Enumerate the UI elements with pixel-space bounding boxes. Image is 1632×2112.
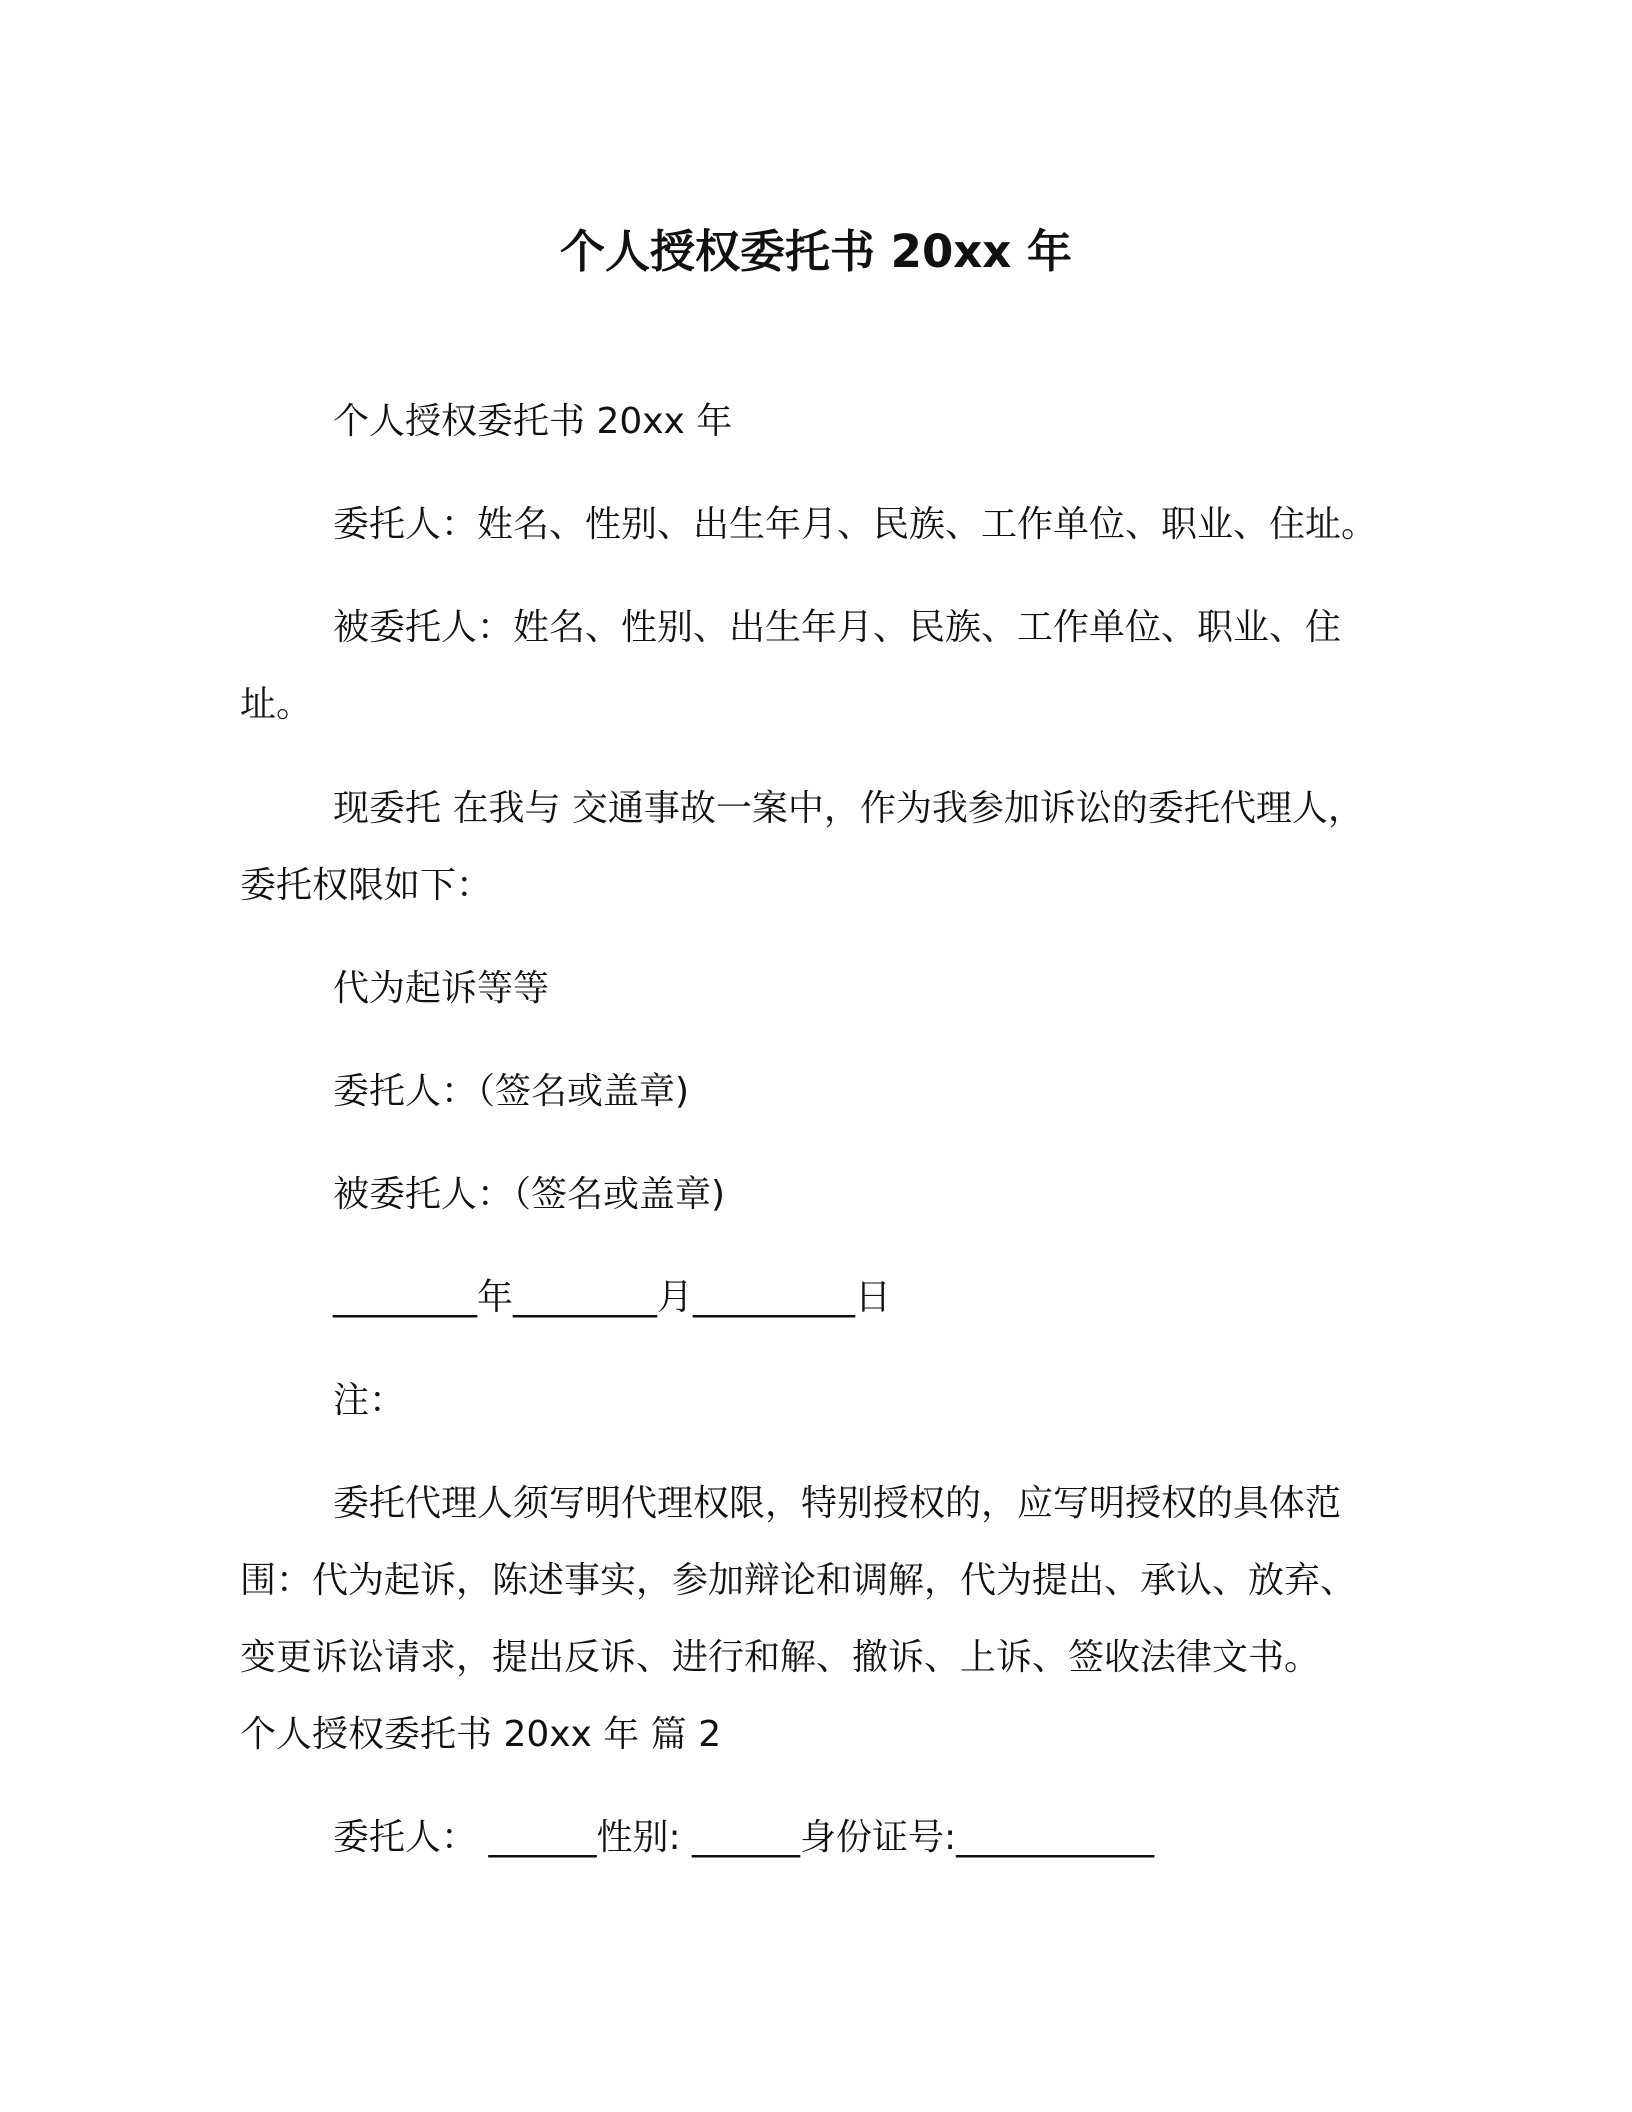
note-paragraph-line-3: 变更诉讼请求，提出反诉、进行和解、撤诉、上诉、签收法律文书。 <box>240 1637 1321 1678</box>
agent-line-continued: 址。 <box>240 684 313 725</box>
principal-signature-line: 委托人：（签名或盖章) <box>333 1071 690 1112</box>
note-paragraph-line-1: 委托代理人须写明代理权限，特别授权的，应写明授权的具体范 <box>333 1483 1342 1524</box>
date-line: ________年________月_________日 <box>333 1277 891 1318</box>
subtitle-line: 个人授权委托书 20xx 年 <box>333 401 733 442</box>
principal-line: 委托人：姓名、性别、出生年月、民族、工作单位、职业、住址。 <box>333 504 1378 545</box>
note-paragraph-line-2: 围：代为起诉，陈述事实，参加辩论和调解，代为提出、承认、放弃、 <box>240 1560 1357 1601</box>
note-heading: 注： <box>333 1380 406 1421</box>
section-2-heading: 个人授权委托书 20xx 年 篇 2 <box>240 1714 722 1755</box>
agent-line: 被委托人：姓名、性别、出生年月、民族、工作单位、职业、住 <box>333 607 1342 648</box>
authority-scope-line: 代为起诉等等 <box>333 968 550 1009</box>
document-title: 个人授权委托书 20xx 年 <box>559 225 1072 278</box>
entrust-line-continued: 委托权限如下： <box>240 865 493 906</box>
principal-info-line: 委托人： ______性别: ______身份证号:___________ <box>333 1817 1155 1858</box>
entrust-line: 现委托 在我与 交通事故一案中，作为我参加诉讼的委托代理人， <box>333 788 1364 829</box>
agent-signature-line: 被委托人：（签名或盖章) <box>333 1174 726 1215</box>
